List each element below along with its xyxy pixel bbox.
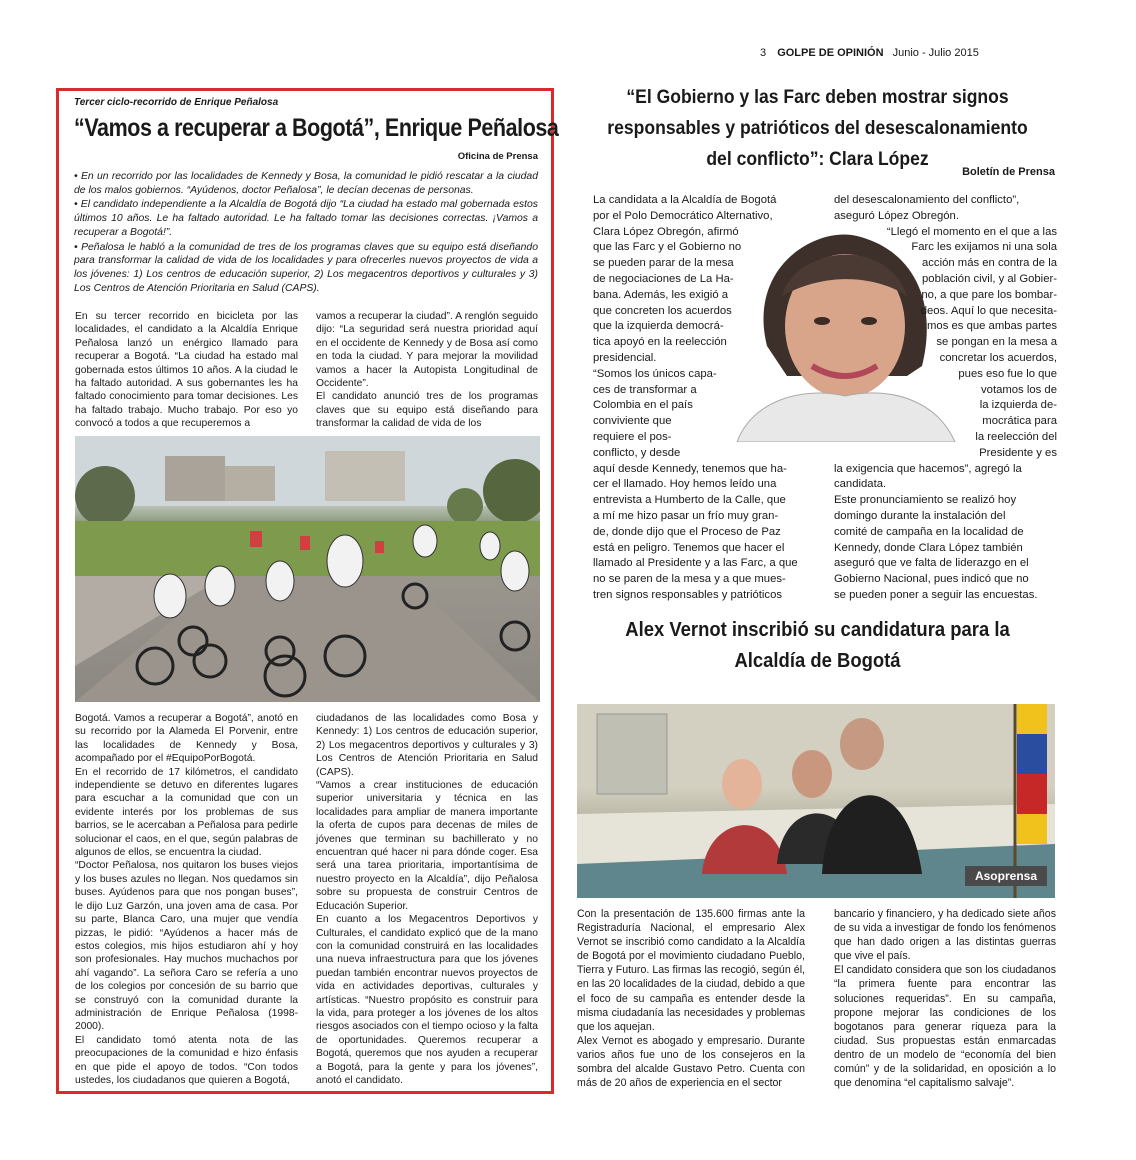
article2-col-right [834,193,1057,604]
text-line: “Somos los únicos capa- [593,367,717,380]
lead-bullet: • En un recorrido por las localidades de Kennedy y Bosa, la comunidad le pidió rescatar a la ciudad de los malos gobiernos. “Ayúdenos, doctor Peñalosa”, le decían decenas de personas. [74,171,538,196]
text-line: conflicto, y desde [593,446,681,459]
article1-title: “Vamos a recuperar a Bogotá”, Enrique Peñalosa [74,114,559,142]
text-line: aseguró López Obregón. [834,209,959,222]
text-line: comité de campaña en la localidad de [834,525,1024,538]
text-line: la izquierda de- [979,399,1057,412]
text-line: no, a que pare los bombar- [921,288,1057,301]
publication-name: GOLPE DE OPINIÓN [777,47,884,59]
cyclists-photo [75,436,540,702]
article1-byline: Oficina de Prensa [457,151,538,162]
text-line: del desescalonamiento del conflicto”, [834,194,1020,206]
text-line: mos es que ambas partes [927,320,1057,333]
article1-col-bottom-left [75,712,298,1087]
text-line: por el Polo Democrático Alternativo, [593,209,773,222]
text-line: que la izquierda democrá- [593,320,724,333]
text-line: Colombia en el país [593,399,693,412]
text-line: ciudadanos de las localidades como Bosa y Kennedy: 1) Los centros de educación superior, 2) Los megacentros deportivos y culturales y 3) Los Centros de Atención Prioritaria en Salud (CAPS). “Vamos a crear instituciones de educación superior universitaria y técnica en las localidades para ampliar de manera importante la oferta de cupos para decenas de miles de jóvenes que terminan su bachillerato y no encuentran qué hacer ni para dónde coger. Esa será una tarea prioritaria, importantísima de nuestro proyecto en la Alcaldía”, dijo Peñalosa sobre su propuesta de construir Centros de Educación Superior. En cuanto a los Megacentros Deportivos y Culturales, el candidato explicó que de la mano con la comunidad construirá en las localidades una nueva infraestructura para que los jóvenes puedan también encontrar nuevos proyectos de vida en actividades deportivas, culturales y artísticas. “Nuestro propósito es construir para la vida, para proteger a los jóvenes de los altos riesgos asociados con el tiempo ocioso y la falta de oportunidades. Queremos recuperar a Bogotá, queremos que nos ayuden a recuperar a Bogotá, para la gente y para los jóvenes”, anotó el candidato. [316,713,538,1086]
text-line: se pongan en la mesa a [936,336,1057,349]
article3-col-right [834,907,1056,1090]
text-line: tren signos responsables y patrióticos [593,588,783,601]
text-line: población civil, y al Gobier- [922,272,1057,285]
article1-col-bottom-right [316,712,538,1087]
text-line: aquí desde Kennedy, tenemos que ha- [593,462,787,475]
photo-credit: Asoprensa [965,866,1047,886]
text-line: Gobierno Nacional, pues indicó que no [834,573,1029,586]
article1-lead [74,170,538,296]
page-number: 3 [760,47,767,59]
text-line: que las Farc y el Gobierno no [593,241,742,254]
text-line: ces de transformar a [593,383,697,396]
text-line: se pueden parar de la mesa [593,257,734,270]
article1-kicker: Tercer ciclo-recorrido de Enrique Peñalosa [74,97,279,108]
text-line: bancario y financiero, y ha dedicado siete años de su vida a investigar de fondo los fenómenos que han dado origen a las distintas guerras que vive el país. El candidato considera que son los ciudadanos “la primera fuente para encontrar las soluciones requeridas”. En su campaña, propone mejorar las condiciones de los bogotanos para generar riqueza para la ciudad. Sus propuestas están enmarcadas dentro de un modelo de “economía del bien común” y de la solidaridad, en oposición a lo que denomina “el capitalismo salvaje”. [834,908,1056,1090]
text-line: Bogotá. Vamos a recuperar a Bogotá”, anotó en su recorrido por la Alameda El Porvenir, entre las localidades de Kennedy y Bosa, acompañado por el #EquipoPorBogotá. En el recorrido de 17 kilómetros, el candidato independiente se detuvo en diferentes lugares para escuchar a la comunidad que con un evidente interés por los problemas de sus barrios, se le acercaban a Peñalosa para pedirle solucionar el caos, en el que, según palabras de algunos de ellos, se encuentra la ciudad. “Doctor Peñalosa, nos quitaron los buses viejos y los buses azules no llegan. Nos quedamos sin buses. Ayúdenos para que nos pongan buses”, le dijo Luz Garzón, una joven ama de casa. Por su parte, Blanca Caro, una mujer que vendía pizzas, le pidió: “Ayúdenos a hacer más de estos colegios, mis hijos estudiaron ahí y hoy son profesionales. Hay muchos muchachos por ahí vagando”. La señora Caro se refería a uno de los colegios por concesión de su barrio que se construyó con la comunidad durante la administración de Enrique Peñalosa (1998-2000). El candidato tomó atenta nota de las preocupaciones de la comunidad e hizo énfasis en que pide el apoyo de todos. “Con todos ustedes, los ciudadanos que quieren a Bogotá, [75,713,298,1086]
article3-title: Alex Vernot inscribió su candidatura para la Alcaldía de Bogotá [625,618,1010,672]
text-line: se pueden poner a seguir las encuestas. [834,588,1038,601]
text-line: “Llegó el momento en el que a las [886,225,1057,238]
article2-title: “El Gobierno y las Farc deben mostrar signos responsables y patrióticos del desescalonamiento del conflicto”: Clara López [607,86,1028,170]
text-line: a mí me hizo pasar un frío muy gran- [593,509,779,522]
text-line: aseguró que ve falta de liderazgo en el [834,557,1029,570]
text-line: bana. Además, les exigió a [593,288,729,301]
text-line: la reelección del [975,430,1057,443]
text-line: está en peligro. Tenemos que hacer el [593,541,785,554]
page-header [760,47,1080,59]
text-line: conviviente que [593,415,672,428]
text-line: domingo durante la instalación del [834,509,1006,522]
text-line: pues eso fue lo que [958,367,1057,380]
text-line: cer el llamado. Hoy hemos leído una [593,478,777,491]
text-line: Clara López Obregón, afirmó [593,225,739,238]
signing-photo [577,704,1055,898]
text-line: deos. Aquí lo que necesita- [920,304,1057,317]
text-line: La candidata a la Alcaldía de Bogotá [593,194,777,206]
lead-bullet: • Peñalosa le habló a la comunidad de tres de los programas claves que su equipo está diseñando para transformar la calidad de vida de los localidades y para ofrecerles nuevos proyectos de vida a los jóvenes: 1) Los centros de educación superior, 2) Los megacentros deportivos y culturales y 3) Los Centros de Atención Prioritaria en Salud (CAPS). [74,241,538,294]
cyclists-illustration [75,436,540,702]
text-line: que concreten los acuerdos [593,304,732,317]
text-line: Este pronunciamiento se realizó hoy [834,494,1017,507]
article1-col-top-left [75,310,298,431]
text-line: Con la presentación de 135.600 firmas ante la Registraduría Nacional, el empresario Alex Vernot se inscribió como candidato a la Alcaldía de Bogotá por el movimiento ciudadano Pueblo, Tierra y Futuro. Las firmas las recogió, según él, en las 20 localidades de la ciudad, debido a que el foco de su campaña es entender desde la misma ciudadanía las necesidades y problemas que los aquejan. Alex Vernot es abogado y empresario. Durante varios años fue uno de los consejeros en la sombra del alcalde Gustavo Petro. Cuenta con más de 20 años de experiencia en el sector [577,908,805,1090]
text-line: presidencial. [593,351,657,364]
text-line: llamado al Presidente y a las Farc, a que [593,557,798,570]
text-line: Farc les exijamos ni una sola [911,241,1057,254]
text-line: entrevista a Humberto de la Calle, que [593,494,786,507]
text-line: tica apoyó en la reelección [593,336,727,349]
article3-col-left [577,907,805,1090]
article2-col-left [593,193,816,604]
text-line: requiere el pos- [593,430,672,443]
text-line: candidata. [834,478,887,491]
text-line: Kennedy, donde Clara López también [834,541,1023,554]
text-line: de negociaciones de La Ha- [593,272,734,285]
lead-bullet: • El candidato independiente a la Alcaldía de Bogotá dijo “La ciudad ha estado mal gobernada estos últimos 10 años. Le ha faltado autoridad. Le ha faltado tomar las decisiones correctas. ¡Vamos a recuperar a Bogotá!”. [74,199,538,238]
article1-col-top-right [316,310,538,431]
article2-byline: Boletín de Prensa [962,166,1055,178]
text-line: no se paren de la mesa y a que mues- [593,573,786,586]
text-line: de, donde dijo que el Proceso de Paz [593,525,781,538]
text-line: votamos los de [981,383,1057,396]
issue-date: Junio - Julio 2015 [892,47,979,59]
text-line: la exigencia que hacemos”, agregó la [834,462,1022,475]
text-line: vamos a recuperar la ciudad”. A renglón seguido dijo: “La seguridad será nuestra prioridad aquí en el occidente de Kennedy y de Bosa así como en toda la ciudad. Y para mejorar la movilidad vamos a hacer la Autopista Longitudinal de Occidente”. El candidato anunció tres de los programas claves que su equipo está diseñando para transformar la calidad de vida de los [316,311,538,430]
text-line: mocrática para [982,415,1057,428]
text-line: Presidente y es [979,446,1057,459]
text-line: concretar los acuerdos, [939,351,1057,364]
text-line: En su tercer recorrido en bicicleta por las localidades, el candidato a la Alcaldía Enrique Peñalosa lanzó un enérgico llamado para recuperar a Bogotá. “La ciudad ha estado mal gobernada estos últimos 10 años. A la ciudad le ha faltado autoridad. A sus gobernantes les ha faltado conocimiento para tomar decisiones. Les ha faltado trabajo. Mucho trabajo. Por eso yo convocó a todos a que recuperemos a [75,311,298,430]
text-line: acción más en contra de la [921,257,1057,270]
